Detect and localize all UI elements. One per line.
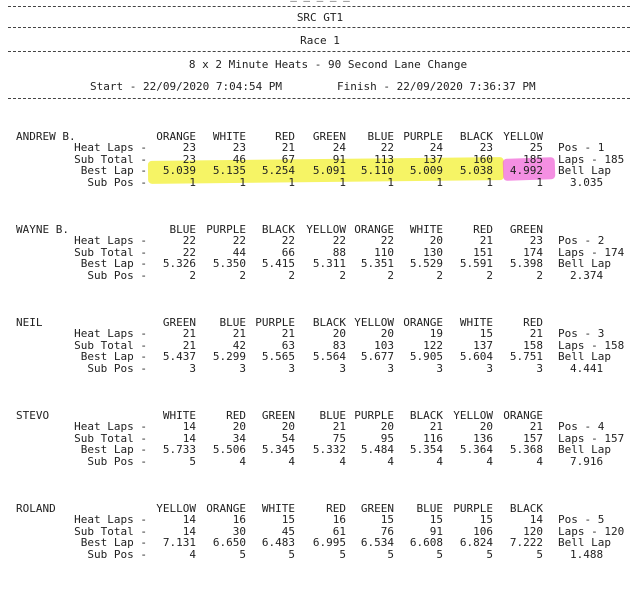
- table-cell: 5: [436, 547, 443, 561]
- table-cell: 14: [182, 420, 196, 433]
- table-cell: 16: [232, 513, 246, 526]
- lane-header: RED: [473, 223, 493, 236]
- table-cell: 5.326: [162, 257, 196, 270]
- lane-header: WHITE: [162, 409, 196, 422]
- row-label: Heat Laps -: [74, 327, 147, 340]
- table-cell: 4: [436, 454, 443, 468]
- table-cell: 5.110: [360, 164, 394, 177]
- table-cell: 5.398: [509, 257, 543, 270]
- table-cell: 5: [288, 547, 295, 561]
- table-cell: 160: [473, 152, 493, 166]
- lane-header: BLACK: [459, 130, 493, 143]
- table-cell: 5.484: [360, 443, 394, 456]
- table-cell: 21: [479, 234, 493, 247]
- table-cell: 4: [387, 454, 394, 468]
- table-cell: 5.299: [212, 350, 246, 363]
- row-label: Best Lap -: [80, 443, 147, 456]
- summary-line: Laps - 174: [558, 245, 625, 259]
- table-cell: 5.350: [212, 257, 246, 270]
- summary-line: Laps - 158: [558, 338, 625, 352]
- table-cell: 5.038: [459, 164, 493, 177]
- table-cell: 5.368: [509, 443, 543, 456]
- table-cell: 5.604: [459, 350, 493, 363]
- table-cell: 4: [536, 454, 543, 468]
- table-cell: 5.039: [162, 164, 196, 177]
- table-cell: 110: [374, 245, 394, 259]
- summary-line: 7.916: [570, 454, 604, 468]
- summary-line: Pos - 2: [558, 234, 605, 247]
- lane-header: ORANGE: [156, 130, 196, 143]
- row-label: Sub Pos -: [87, 268, 147, 282]
- table-cell: 30: [232, 524, 246, 538]
- lane-header: PURPLE: [206, 223, 246, 236]
- table-cell: 5.437: [162, 350, 196, 363]
- table-cell: 91: [332, 152, 346, 166]
- table-cell: 54: [281, 431, 295, 445]
- row-label: Heat Laps -: [74, 513, 147, 526]
- table-cell: 42: [232, 338, 246, 352]
- table-cell: 5.733: [162, 443, 196, 456]
- row-label: Best Lap -: [80, 350, 147, 363]
- top-fragment: — — — — —: [290, 0, 350, 7]
- table-cell: 20: [281, 420, 295, 433]
- lane-header: PURPLE: [255, 316, 295, 329]
- table-cell: 21: [281, 327, 295, 340]
- lane-header: BLUE: [319, 409, 346, 422]
- lane-header: YELLOW: [453, 409, 493, 422]
- table-cell: 14: [182, 524, 196, 538]
- table-cell: 2: [339, 268, 346, 282]
- table-cell: 22: [281, 234, 295, 247]
- summary-line: Bell Lap: [558, 443, 611, 456]
- row-label: Sub Total -: [74, 524, 147, 538]
- table-cell: 2: [387, 268, 394, 282]
- table-cell: 185: [523, 152, 543, 166]
- lane-header: RED: [326, 502, 346, 515]
- table-cell: 44: [232, 245, 246, 259]
- table-cell: 21: [182, 338, 196, 352]
- table-cell: 122: [423, 338, 443, 352]
- lane-header: WHITE: [212, 130, 246, 143]
- table-cell: 3: [536, 361, 543, 375]
- table-cell: 6.534: [360, 536, 394, 549]
- table-cell: 20: [479, 420, 493, 433]
- lane-header: WHITE: [261, 502, 295, 515]
- table-cell: 15: [479, 513, 493, 526]
- table-cell: 14: [529, 513, 543, 526]
- lane-header: RED: [275, 130, 295, 143]
- lane-header: GREEN: [312, 130, 346, 143]
- table-cell: 6.483: [261, 536, 295, 549]
- table-cell: 14: [182, 513, 196, 526]
- table-cell: 15: [380, 513, 394, 526]
- driver-name: NEIL: [16, 316, 43, 329]
- lane-header: RED: [523, 316, 543, 329]
- table-cell: 174: [523, 245, 543, 259]
- row-label: Best Lap -: [80, 164, 147, 177]
- table-cell: 23: [529, 234, 543, 247]
- table-cell: 116: [423, 431, 443, 445]
- table-cell: 2: [288, 268, 295, 282]
- table-cell: 45: [281, 524, 295, 538]
- table-cell: 4: [239, 454, 246, 468]
- table-cell: 95: [380, 431, 394, 445]
- table-cell: 5: [339, 547, 346, 561]
- table-cell: 5: [536, 547, 543, 561]
- table-cell: 5.905: [409, 350, 443, 363]
- row-label: Sub Pos -: [87, 454, 147, 468]
- table-cell: 22: [232, 234, 246, 247]
- table-cell: 63: [281, 338, 295, 352]
- table-cell: 1: [536, 175, 543, 189]
- table-cell: 67: [281, 152, 295, 166]
- start-time: Start - 22/09/2020 7:04:54 PM: [90, 80, 283, 93]
- table-cell: 4: [288, 454, 295, 468]
- race-format: 8 x 2 Minute Heats - 90 Second Lane Change: [188, 58, 468, 71]
- table-cell: 157: [523, 431, 543, 445]
- table-cell: 5.354: [409, 443, 443, 456]
- series-title: SRC GT1: [296, 11, 344, 24]
- table-cell: 137: [423, 152, 443, 166]
- table-cell: 46: [232, 152, 246, 166]
- lane-header: WHITE: [409, 223, 443, 236]
- table-cell: 4: [339, 454, 346, 468]
- table-cell: 21: [529, 327, 543, 340]
- table-cell: 113: [374, 152, 394, 166]
- table-cell: 24: [429, 141, 443, 154]
- finish-time: Finish - 22/09/2020 7:36:37 PM: [337, 80, 536, 93]
- table-cell: 22: [380, 234, 394, 247]
- table-cell: 34: [232, 431, 246, 445]
- table-cell: 151: [473, 245, 493, 259]
- lane-header: ORANGE: [403, 316, 443, 329]
- table-cell: 5.091: [312, 164, 346, 177]
- lane-header: BLACK: [509, 502, 543, 515]
- table-cell: 6.824: [459, 536, 493, 549]
- lane-header: YELLOW: [354, 316, 394, 329]
- table-cell: 120: [523, 524, 543, 538]
- table-cell: 5.506: [212, 443, 246, 456]
- row-label: Sub Pos -: [87, 361, 147, 375]
- table-cell: 2: [436, 268, 443, 282]
- lane-header: BLACK: [312, 316, 346, 329]
- table-cell: 5.677: [360, 350, 394, 363]
- table-cell: 2: [189, 268, 196, 282]
- table-cell: 137: [473, 338, 493, 352]
- summary-line: Bell Lap: [558, 164, 611, 177]
- lane-header: ORANGE: [354, 223, 394, 236]
- summary-line: Bell Lap: [558, 350, 611, 363]
- table-cell: 3: [486, 361, 493, 375]
- lane-header: PURPLE: [403, 130, 443, 143]
- race-title: Race 1: [300, 34, 340, 47]
- lane-header: PURPLE: [354, 409, 394, 422]
- table-cell: 4: [486, 454, 493, 468]
- row-label: Heat Laps -: [74, 420, 147, 433]
- table-cell: 3: [189, 361, 196, 375]
- table-cell: 5.351: [360, 257, 394, 270]
- table-cell: 15: [429, 513, 443, 526]
- summary-line: Pos - 1: [558, 141, 605, 154]
- table-cell: 5.332: [312, 443, 346, 456]
- lane-header: PURPLE: [453, 502, 493, 515]
- table-cell: 20: [380, 420, 394, 433]
- table-cell: 4.992: [509, 164, 543, 177]
- table-cell: 88: [332, 245, 346, 259]
- table-cell: 61: [332, 524, 346, 538]
- lane-header: YELLOW: [156, 502, 196, 515]
- table-cell: 14: [182, 431, 196, 445]
- summary-line: Pos - 3: [558, 327, 605, 340]
- table-cell: 1: [436, 175, 443, 189]
- lane-header: ORANGE: [503, 409, 543, 422]
- table-cell: 23: [182, 152, 196, 166]
- lane-header: BLACK: [409, 409, 443, 422]
- table-cell: 20: [429, 234, 443, 247]
- table-cell: 22: [332, 234, 346, 247]
- table-cell: 136: [473, 431, 493, 445]
- table-cell: 20: [232, 420, 246, 433]
- summary-line: Pos - 5: [558, 513, 605, 526]
- table-cell: 21: [232, 327, 246, 340]
- row-label: Sub Total -: [74, 431, 147, 445]
- table-cell: 6.608: [409, 536, 443, 549]
- divider: [8, 27, 630, 28]
- table-cell: 15: [281, 513, 295, 526]
- lane-header: ORANGE: [206, 502, 246, 515]
- lane-header: GREEN: [509, 223, 543, 236]
- summary-line: Laps - 120: [558, 524, 625, 538]
- lane-header: BLUE: [367, 130, 394, 143]
- lane-header: BLACK: [261, 223, 295, 236]
- summary-line: 3.035: [570, 175, 604, 189]
- driver-name: ROLAND: [16, 502, 56, 515]
- summary-line: 2.374: [570, 268, 604, 282]
- table-cell: 15: [479, 327, 493, 340]
- driver-name: STEVO: [16, 409, 50, 422]
- row-label: Sub Total -: [74, 152, 147, 166]
- lane-header: BLUE: [169, 223, 196, 236]
- summary-line: Bell Lap: [558, 257, 611, 270]
- summary-line: Pos - 4: [558, 420, 605, 433]
- table-cell: 21: [281, 141, 295, 154]
- driver-name: ANDREW B.: [16, 130, 76, 143]
- table-cell: 5.591: [459, 257, 493, 270]
- table-cell: 23: [232, 141, 246, 154]
- table-cell: 3: [339, 361, 346, 375]
- table-cell: 5: [239, 547, 246, 561]
- table-cell: 22: [182, 234, 196, 247]
- summary-line: Bell Lap: [558, 536, 611, 549]
- table-cell: 4: [189, 547, 196, 561]
- table-cell: 22: [380, 141, 394, 154]
- table-cell: 5.135: [212, 164, 246, 177]
- table-cell: 6.995: [312, 536, 346, 549]
- lane-header: BLUE: [219, 316, 246, 329]
- divider: [8, 98, 630, 99]
- table-cell: 5: [486, 547, 493, 561]
- row-label: Best Lap -: [80, 536, 147, 549]
- summary-line: 4.441: [570, 361, 604, 375]
- table-cell: 5.751: [509, 350, 543, 363]
- lane-header: GREEN: [360, 502, 394, 515]
- table-cell: 21: [332, 420, 346, 433]
- table-cell: 66: [281, 245, 295, 259]
- table-cell: 5.009: [409, 164, 443, 177]
- table-cell: 20: [332, 327, 346, 340]
- table-cell: 23: [479, 141, 493, 154]
- lane-header: BLUE: [416, 502, 443, 515]
- table-cell: 1: [486, 175, 493, 189]
- table-cell: 1: [239, 175, 246, 189]
- row-label: Best Lap -: [80, 257, 147, 270]
- table-cell: 21: [182, 327, 196, 340]
- row-label: Heat Laps -: [74, 141, 147, 154]
- table-cell: 5.254: [261, 164, 295, 177]
- table-cell: 5.345: [261, 443, 295, 456]
- lane-header: YELLOW: [503, 130, 543, 143]
- table-cell: 5.415: [261, 257, 295, 270]
- lane-header: RED: [226, 409, 246, 422]
- table-cell: 2: [536, 268, 543, 282]
- row-label: Sub Pos -: [87, 175, 147, 189]
- table-cell: 3: [436, 361, 443, 375]
- driver-name: WAYNE B.: [16, 223, 69, 236]
- table-cell: 75: [332, 431, 346, 445]
- table-cell: 16: [332, 513, 346, 526]
- table-cell: 25: [529, 141, 543, 154]
- table-cell: 1: [189, 175, 196, 189]
- row-label: Heat Laps -: [74, 234, 147, 247]
- lane-header: WHITE: [459, 316, 493, 329]
- divider: [8, 6, 630, 7]
- table-cell: 24: [332, 141, 346, 154]
- table-cell: 20: [380, 327, 394, 340]
- row-label: Sub Total -: [74, 245, 147, 259]
- table-cell: 1: [288, 175, 295, 189]
- table-cell: 2: [239, 268, 246, 282]
- table-cell: 5: [189, 454, 196, 468]
- divider: [8, 51, 630, 52]
- table-cell: 5.564: [312, 350, 346, 363]
- lane-header: GREEN: [261, 409, 295, 422]
- table-cell: 19: [429, 327, 443, 340]
- row-label: Sub Pos -: [87, 547, 147, 561]
- table-cell: 91: [429, 524, 443, 538]
- table-cell: 5.311: [312, 257, 346, 270]
- table-cell: 5.565: [261, 350, 295, 363]
- table-cell: 21: [429, 420, 443, 433]
- table-cell: 1: [387, 175, 394, 189]
- table-cell: 7.222: [509, 536, 543, 549]
- table-cell: 3: [288, 361, 295, 375]
- table-cell: 23: [182, 141, 196, 154]
- table-cell: 22: [182, 245, 196, 259]
- table-cell: 106: [473, 524, 493, 538]
- table-cell: 5.529: [409, 257, 443, 270]
- table-cell: 5: [387, 547, 394, 561]
- table-cell: 158: [523, 338, 543, 352]
- summary-line: Laps - 185: [558, 152, 625, 166]
- summary-line: 1.488: [570, 547, 604, 561]
- table-cell: 7.131: [162, 536, 196, 549]
- lane-header: GREEN: [162, 316, 196, 329]
- table-cell: 21: [529, 420, 543, 433]
- table-cell: 3: [239, 361, 246, 375]
- table-cell: 1: [339, 175, 346, 189]
- table-cell: 83: [332, 338, 346, 352]
- table-cell: 6.650: [212, 536, 246, 549]
- table-cell: 103: [374, 338, 394, 352]
- table-cell: 3: [387, 361, 394, 375]
- summary-line: Laps - 157: [558, 431, 625, 445]
- table-cell: 76: [380, 524, 394, 538]
- table-cell: 5.364: [459, 443, 493, 456]
- row-label: Sub Total -: [74, 338, 147, 352]
- table-cell: 130: [423, 245, 443, 259]
- lane-header: YELLOW: [306, 223, 346, 236]
- table-cell: 2: [486, 268, 493, 282]
